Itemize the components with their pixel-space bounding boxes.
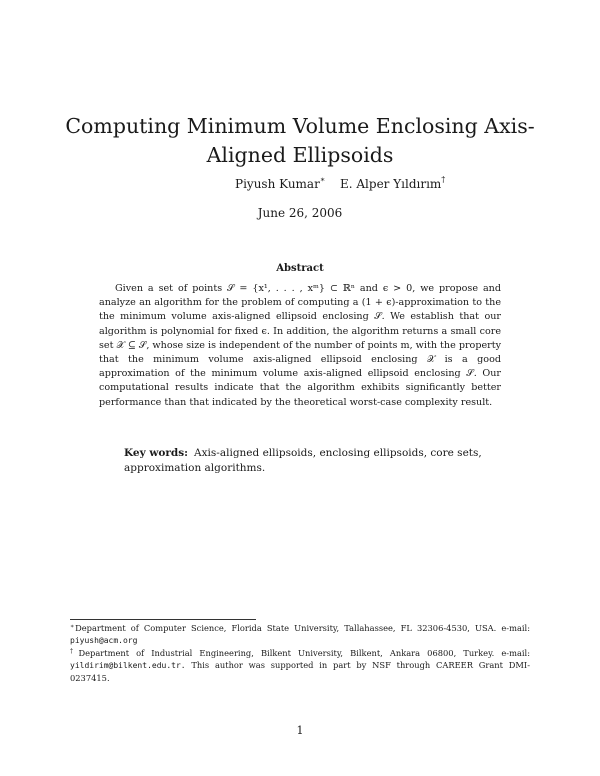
footnote-1-mark: ∗ [70, 623, 75, 630]
footnote-1-email[interactable]: piyush@acm.org [70, 636, 138, 646]
publication-date: June 26, 2006 [257, 206, 343, 220]
footnote-rule [70, 619, 256, 620]
author-2 [340, 177, 445, 191]
footnote-1 [70, 622, 530, 647]
footnote-2-mark: † [70, 648, 78, 655]
footnote-1-text: Department of Computer Science, Florida State University, Tallahassee, FL 32306-4530, USA. e-mail: [75, 623, 530, 633]
footnote-2-text: Department of Industrial Engineering, Bilkent University, Bilkent, Ankara 06800, Turkey. e-mail: [78, 648, 530, 658]
keywords-label: Key words: [124, 447, 189, 459]
footnote-2-email[interactable]: yildirim@bilkent.edu.tr. [70, 661, 186, 671]
paper-title: Computing Minimum Volume Enclosing Axis-Aligned Ellipsoids [65, 114, 535, 167]
author-1-mark: ∗ [319, 175, 326, 184]
keywords-text: Axis-aligned ellipsoids, enclosing ellipsoids, core sets, approximation algorithms. [124, 447, 482, 474]
footnote-2 [70, 647, 530, 685]
author-2-mark: † [441, 175, 446, 184]
author-1 [235, 177, 325, 191]
abstract-heading: Abstract [276, 263, 324, 274]
author-1-name: Piyush Kumar [235, 177, 320, 191]
page-number: 1 [296, 724, 304, 737]
abstract-text: Given a set of points 𝒮 = {x¹, . . . , xᵐ} ⊂ ℝⁿ and ϵ > 0, we propose and analyze an algorithm for the problem of computing a (1 + ϵ)-approximation to the the minimum volume axis-aligned ellipsoid enclosing 𝒮. We establish that our algorithm is polynomial for fixed ϵ. In addition, the algorithm returns a small core set 𝒳 ⊆ 𝒮, whose size is independent of the number of points m, with the property that the minimum volume axis-aligned ellipsoid enclosing 𝒳 is a good approximation of the minimum volume axis-aligned ellipsoid enclosing 𝒮. Our computational results indicate that the algorithm exhibits significantly better performance than that indicated by the theoretical worst-case complexity result. [99, 283, 501, 408]
keywords [124, 446, 482, 476]
footnote-2-after: This author was supported in part by NSF through CAREER Grant DMI-0237415. [70, 660, 530, 684]
author-2-name: E. Alper Yıldırım [340, 177, 442, 191]
